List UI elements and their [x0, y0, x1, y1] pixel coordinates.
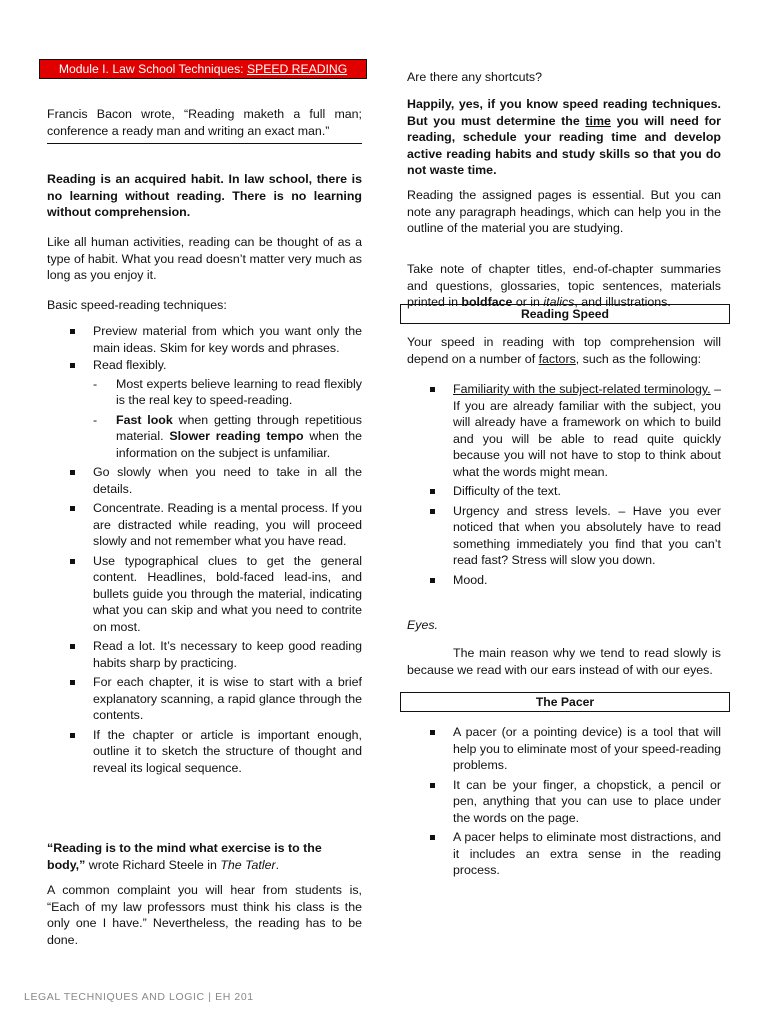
list-item: Go slowly when you need to take in all the details.	[47, 464, 362, 497]
list-item: Difficulty of the text.	[407, 483, 721, 500]
list-item: Concentrate. Reading is a mental process. If you are distracted while reading, you will proceed slowly and not remember what you have read.	[47, 500, 362, 550]
habit-paragraph: Reading is an acquired habit. In law school, there is no learning without reading. There is no learning without comprehension.	[47, 172, 362, 219]
list-item: Use typographical clues to get the general content. Headlines, bold-faced lead-ins, and bullets guide you through the material, indicating what you can skip and what you need to contrite on most.	[47, 553, 362, 636]
list-item: For each chapter, it is wise to start with a brief explanatory scanning, a rapid glance through the contents.	[47, 674, 362, 724]
basic-techniques-heading: Basic speed-reading techniques:	[47, 298, 227, 312]
module-title-banner	[39, 59, 367, 79]
take-note-paragraph: Take note of chapter titles, end-of-chapter summaries and questions, glossaries, topic sentences, materials printed in boldface or in italics, and illustrations.	[407, 262, 721, 309]
list-item: Preview material from which you want only the main ideas. Skim for key words and phrases.	[47, 323, 362, 356]
steele-quote-paragraph: “Reading is to the mind what exercise is to the body,” wrote Richard Steele in The Tatler.	[47, 841, 322, 872]
list-item: A pacer helps to eliminate most distractions, and it includes an extra sense in the reading process.	[407, 829, 721, 879]
factors-list	[407, 381, 721, 588]
read-flexibly-sublist	[93, 376, 362, 462]
list-item: A pacer (or a pointing device) is a tool that will help you to eliminate most of your speed-reading problems.	[407, 724, 721, 774]
eyes-label: Eyes.	[407, 618, 438, 632]
list-item: - Fast look when getting through repetitious material. Slower reading tempo when the information on the subject is unfamiliar.	[93, 412, 362, 462]
shortcuts-question: Are there any shortcuts?	[407, 70, 542, 84]
bacon-quote: Francis Bacon wrote, “Reading maketh a full man; conference a ready man and writing an exact man.”	[47, 106, 362, 144]
complaint-paragraph: A common complaint you will hear from students is, “Each of my law professors must think his class is the only one I have.” Nevertheless, the reading has to be done.	[47, 883, 362, 947]
pacer-heading: The Pacer	[400, 692, 730, 712]
module-title-highlight: SPEED READING	[246, 62, 348, 76]
list-item: Read flexibly. - Most experts believe learning to read flexibly is the real key to speed-reading. - Fast look when getting through repetitious material. Slower reading tempo when the information on the subject is unfamiliar.	[47, 357, 362, 461]
list-item: Mood.	[407, 572, 721, 589]
speed-intro-paragraph: Your speed in reading with top comprehension will depend on a number of factors, such as the following:	[407, 335, 721, 366]
techniques-list	[47, 323, 362, 776]
assigned-pages-paragraph: Reading the assigned pages is essential. But you can note any paragraph headings, which can help you in the outline of the material you are studying.	[407, 188, 721, 235]
like-all-paragraph: Like all human activities, reading can be thought of as a type of habit. What you read doesn’t matter very much as long as you enjoy it.	[47, 235, 362, 282]
reading-speed-heading: Reading Speed	[400, 304, 730, 324]
happily-paragraph: Happily, yes, if you know speed reading techniques. But you must determine the time you will need for reading, schedule your reading time and develop active reading habits and study skills so that you do not waste time.	[407, 97, 722, 177]
list-item: If the chapter or article is important enough, outline it to sketch the structure of thought and reveal its logical sequence.	[47, 727, 362, 777]
list-item: Familiarity with the subject-related terminology. – If you are already familiar with the subject, you will already have a framework on which to build and you will be able to read quite quickly because you will not have to stop to think about what the words might mean.	[407, 381, 721, 480]
module-title-prefix: Module I. Law School Techniques:	[58, 62, 247, 76]
pacer-list	[407, 724, 721, 879]
list-item: Read a lot. It’s necessary to keep good reading habits sharp by practicing.	[47, 638, 362, 671]
list-item: Urgency and stress levels. – Have you ever noticed that when you absolutely have to read something immediately you find that you can’t read fast? Stress will slow you down.	[407, 503, 721, 569]
main-reason-paragraph: The main reason why we tend to read slowly is because we read with our ears instead of with our eyes.	[407, 646, 721, 677]
list-item: It can be your finger, a chopstick, a pencil or pen, anything that you can use to place under the words on the page.	[407, 777, 721, 827]
list-item: - Most experts believe learning to read flexibly is the real key to speed-reading.	[93, 376, 362, 409]
page-footer: LEGAL TECHNIQUES AND LOGIC | EH 201	[24, 991, 254, 1003]
